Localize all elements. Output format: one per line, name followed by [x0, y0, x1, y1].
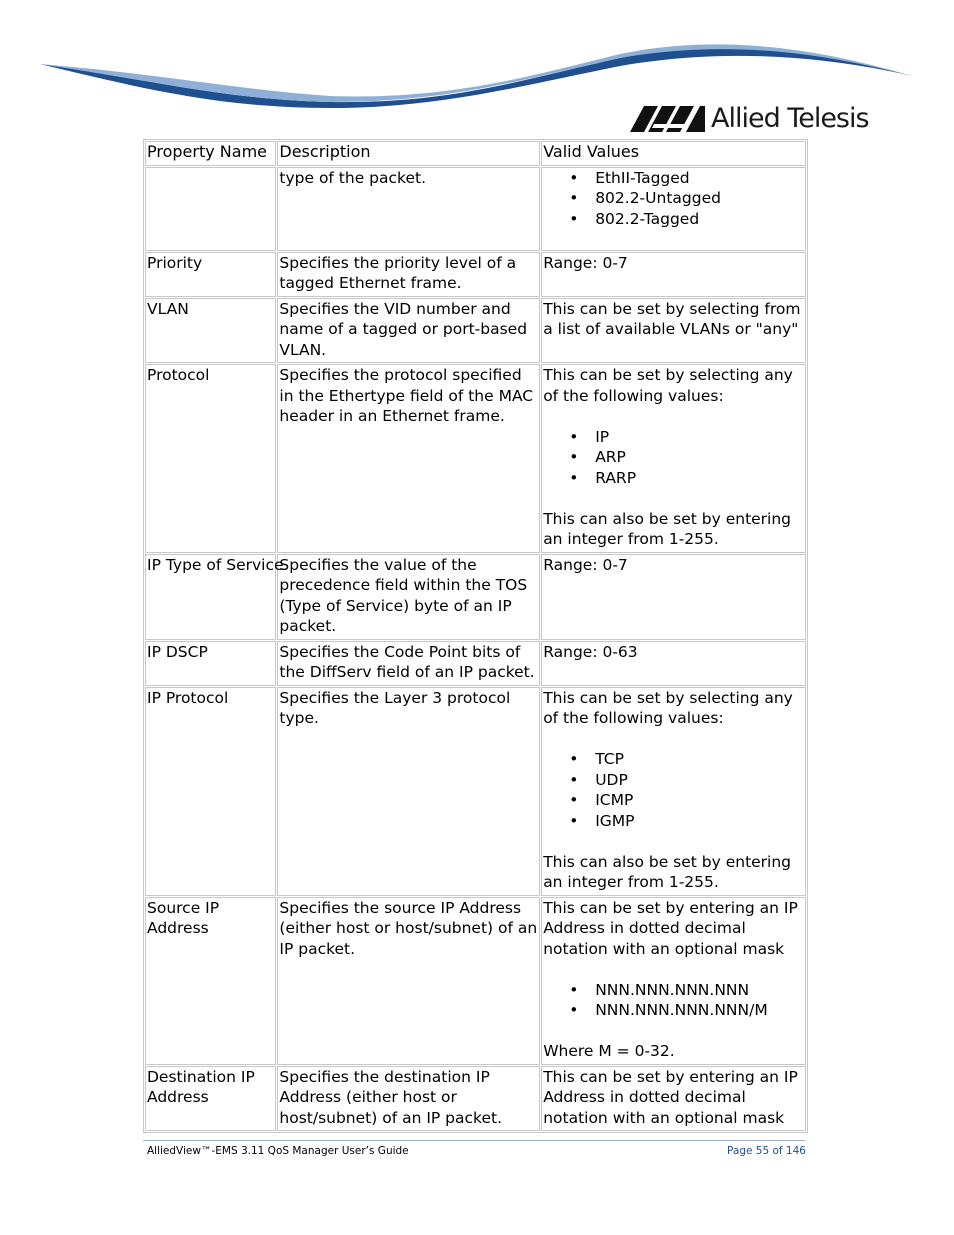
table-row — [145, 364, 806, 553]
description-cell: Specifies the value of the precedence field within the TOS (Type of Service) byte of an IP packet. — [277, 554, 540, 640]
valid-values-cell: Range: 0-63 — [541, 641, 806, 686]
property-name-cell: IP Type of Service — [145, 554, 276, 640]
list-item: • IGMP — [595, 811, 804, 832]
list-item: • NNN.NNN.NNN.NNN/M — [595, 1000, 804, 1021]
valid-values-cell — [541, 687, 806, 896]
valid-values-list — [543, 749, 804, 831]
valid-values-list — [543, 427, 804, 489]
table-row — [145, 252, 806, 297]
header-description: Description — [277, 141, 540, 166]
property-name-cell: Protocol — [145, 364, 276, 553]
footer-page-number: Page 55 of 146 — [727, 1145, 806, 1157]
list-item: • RARP — [595, 468, 804, 489]
valid-values-cell — [541, 364, 806, 553]
list-item: • UDP — [595, 770, 804, 791]
valid-values-cell: Range: 0-7 — [541, 554, 806, 640]
logo-text: Allied Telesis — [711, 102, 869, 134]
valid-values-cell: Range: 0-7 — [541, 252, 806, 297]
valid-values-cell — [541, 897, 806, 1065]
property-name-cell: VLAN — [145, 298, 276, 364]
property-name-cell: Source IP Address — [145, 897, 276, 1065]
description-cell: Specifies the priority level of a tagged Ethernet frame. — [277, 252, 540, 297]
allied-telesis-logo — [630, 100, 869, 136]
property-table — [143, 139, 808, 1133]
footer-divider — [143, 1140, 805, 1141]
table-row — [145, 897, 806, 1065]
property-name-cell: Priority — [145, 252, 276, 297]
list-item: • 802.2-Tagged — [595, 209, 804, 230]
valid-values-cell — [541, 167, 806, 251]
table-row — [145, 1066, 806, 1132]
description-cell: Specifies the Layer 3 protocol type. — [277, 687, 540, 896]
property-name-cell — [145, 167, 276, 251]
table-row — [145, 554, 806, 640]
table-row — [145, 298, 806, 364]
table-header-row — [145, 141, 806, 166]
description-cell: Specifies the VID number and name of a tagged or port-based VLAN. — [277, 298, 540, 364]
property-name-cell: IP DSCP — [145, 641, 276, 686]
valid-values-list — [543, 980, 804, 1021]
list-item: • ARP — [595, 447, 804, 468]
description-cell: Specifies the destination IP Address (either host or host/subnet) of an IP packet. — [277, 1066, 540, 1132]
table-row — [145, 687, 806, 896]
valid-values-list — [543, 168, 804, 230]
footer-guide-title: AlliedView™-EMS 3.11 QoS Manager User’s Guide — [147, 1145, 409, 1157]
valid-values-note: Where M = 0-32. — [543, 1042, 675, 1060]
description-cell: type of the packet. — [277, 167, 540, 251]
description-cell: Specifies the source IP Address (either host or host/subnet) of an IP packet. — [277, 897, 540, 1065]
table-row — [145, 167, 806, 251]
list-item: • EthII-Tagged — [595, 168, 804, 189]
list-item: • ICMP — [595, 790, 804, 811]
allied-telesis-logo-mark-icon — [630, 104, 705, 132]
list-item: • TCP — [595, 749, 804, 770]
valid-values-note: This can also be set by entering an integer from 1-255. — [543, 852, 792, 891]
list-item: • IP — [595, 427, 804, 448]
valid-values-intro: This can be set by entering an IP Address in dotted decimal notation with an optional mask — [543, 898, 798, 958]
table-row — [145, 641, 806, 686]
valid-values-cell: This can be set by selecting from a list of available VLANs or "any" — [541, 298, 806, 364]
property-name-cell: Destination IP Address — [145, 1066, 276, 1132]
list-item: • NNN.NNN.NNN.NNN — [595, 980, 804, 1001]
header-valid-values: Valid Values — [541, 141, 806, 166]
valid-values-note: This can also be set by entering an integer from 1-255. — [543, 509, 792, 548]
description-cell: Specifies the protocol specified in the Ethertype field of the MAC header in an Ethernet frame. — [277, 364, 540, 553]
list-item: • 802.2-Untagged — [595, 188, 804, 209]
valid-values-intro: This can be set by selecting any of the following values: — [543, 366, 793, 405]
property-name-cell: IP Protocol — [145, 687, 276, 896]
description-cell: Specifies the Code Point bits of the DiffServ field of an IP packet. — [277, 641, 540, 686]
header-property-name: Property Name — [145, 141, 276, 166]
valid-values-intro: This can be set by selecting any of the following values: — [543, 688, 793, 727]
valid-values-cell: This can be set by entering an IP Address in dotted decimal notation with an optional mask — [541, 1066, 806, 1132]
